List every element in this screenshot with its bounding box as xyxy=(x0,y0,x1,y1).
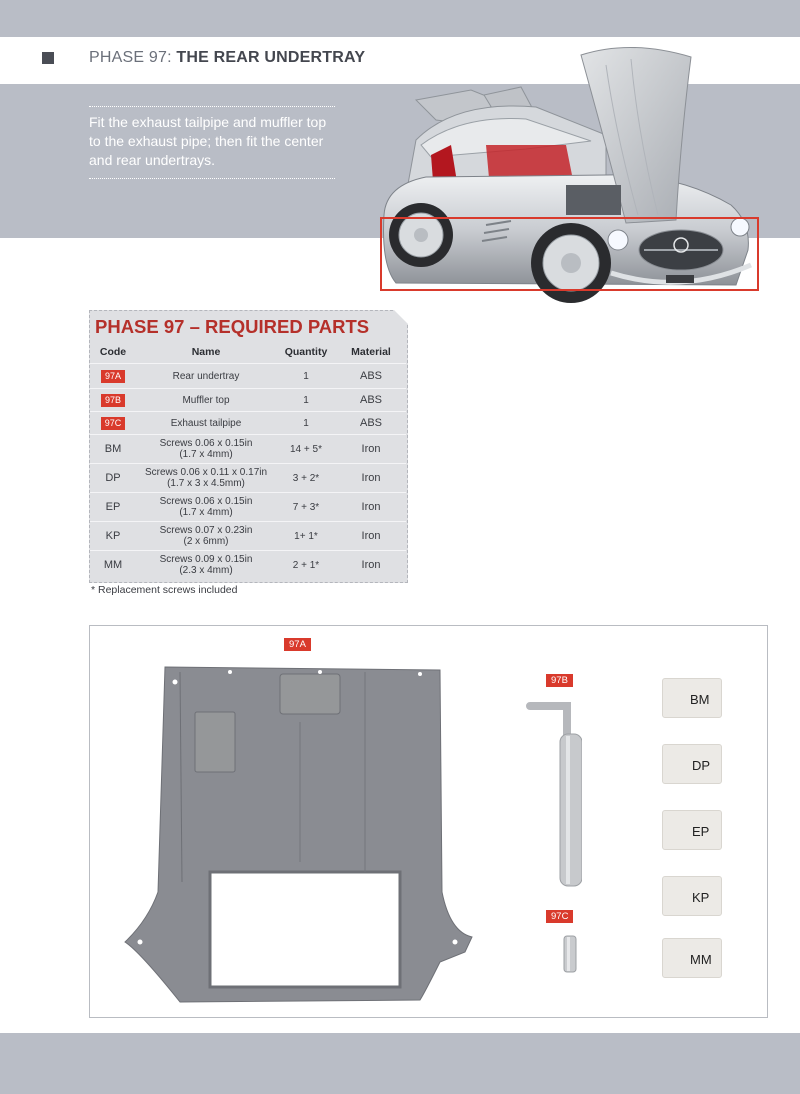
car-icon xyxy=(376,45,766,305)
part-name: Screws 0.06 x 0.15in xyxy=(159,496,253,507)
part-material: ABS xyxy=(336,412,406,435)
part-size: (1.7 x 4mm) xyxy=(179,449,233,460)
header-square-icon xyxy=(42,52,54,64)
part-quantity: 3 + 2* xyxy=(276,464,336,493)
part-size: (2.3 x 4mm) xyxy=(179,565,233,577)
part-name: Screws 0.09 x 0.15in xyxy=(159,554,253,566)
exhaust-tailpipe-icon xyxy=(560,934,580,974)
part-code-cell: EP xyxy=(90,493,136,522)
part-name-cell xyxy=(136,364,276,389)
part-code-badge: 97A xyxy=(101,370,125,383)
part-label-97a: 97A xyxy=(284,638,311,651)
part-material: ABS xyxy=(336,389,406,412)
top-band xyxy=(0,0,800,37)
bottom-band xyxy=(0,1033,800,1094)
part-quantity: 7 + 3* xyxy=(276,493,336,522)
column-header: Name xyxy=(191,346,221,358)
part-name: Rear undertray xyxy=(172,370,240,382)
required-parts-title: PHASE 97 – REQUIRED PARTS xyxy=(95,316,370,337)
part-label-97b: 97B xyxy=(546,674,573,687)
part-quantity: 14 + 5* xyxy=(276,435,336,464)
part-name-cell xyxy=(136,551,276,580)
part-code-cell: DP xyxy=(90,464,136,493)
part-name: Muffler top xyxy=(182,394,230,406)
column-header: Code xyxy=(99,346,127,358)
part-material: Iron xyxy=(336,522,406,551)
part-name-cell xyxy=(136,412,276,435)
part-size: (1.7 x 4mm) xyxy=(179,507,233,518)
required-parts-table xyxy=(90,341,406,580)
phase-name: THE REAR UNDERTRAY xyxy=(176,49,366,66)
part-quantity: 1 xyxy=(276,364,336,389)
bag-label: EP xyxy=(692,824,710,839)
part-code-cell xyxy=(90,412,136,435)
part-code-badge: 97C xyxy=(101,417,126,430)
muffler-top-icon xyxy=(522,696,582,891)
part-material: ABS xyxy=(336,364,406,389)
part-material: Iron xyxy=(336,435,406,464)
part-name: Screws 0.07 x 0.23in xyxy=(159,525,253,536)
part-name-cell xyxy=(136,522,276,551)
table-row xyxy=(90,364,406,389)
table-row xyxy=(90,389,406,412)
part-material: Iron xyxy=(336,464,406,493)
part-material: Iron xyxy=(336,551,406,580)
table-row xyxy=(90,464,406,493)
car-illustration xyxy=(376,45,766,305)
part-quantity: 2 + 1* xyxy=(276,551,336,580)
part-name-cell xyxy=(136,435,276,464)
part-code-cell: KP xyxy=(90,522,136,551)
page-title xyxy=(89,49,365,67)
part-name: Screws 0.06 x 0.11 x 0.17in xyxy=(144,467,268,478)
part-size: (1.7 x 3 x 4.5mm) xyxy=(167,478,245,489)
column-header: Quantity xyxy=(284,346,328,358)
table-row xyxy=(90,493,406,522)
intro-text: Fit the exhaust tailpipe and muffler top to the exhaust pipe; then fit the center and rear undertrays. xyxy=(89,106,335,179)
table-header-row xyxy=(90,341,406,364)
part-name-cell xyxy=(136,464,276,493)
table-row xyxy=(90,412,406,435)
column-header: Material xyxy=(351,346,391,358)
part-code-cell xyxy=(90,389,136,412)
part-name: Screws 0.06 x 0.15in xyxy=(159,438,253,449)
bag-label: MM xyxy=(690,952,712,967)
part-quantity: 1 xyxy=(276,412,336,435)
part-label-97c: 97C xyxy=(546,910,573,923)
part-name: Exhaust tailpipe xyxy=(170,417,242,429)
bag-label: BM xyxy=(690,692,710,707)
table-row xyxy=(90,551,406,580)
part-quantity: 1 xyxy=(276,389,336,412)
part-code-cell: MM xyxy=(90,551,136,580)
bag-label: KP xyxy=(692,890,710,905)
table-row xyxy=(90,522,406,551)
part-name-cell xyxy=(136,493,276,522)
rear-undertray-icon xyxy=(120,662,475,1007)
part-material: Iron xyxy=(336,493,406,522)
footnote: * Replacement screws included xyxy=(91,584,238,596)
part-code-cell: BM xyxy=(90,435,136,464)
part-name-cell xyxy=(136,389,276,412)
phase-label: PHASE 97: xyxy=(89,49,172,66)
part-quantity: 1+ 1* xyxy=(276,522,336,551)
table-row xyxy=(90,435,406,464)
bag-label: DP xyxy=(692,758,711,773)
part-code-badge: 97B xyxy=(101,394,125,407)
parts-photo xyxy=(89,625,768,1018)
part-code-cell xyxy=(90,364,136,389)
part-size: (2 x 6mm) xyxy=(183,536,229,547)
